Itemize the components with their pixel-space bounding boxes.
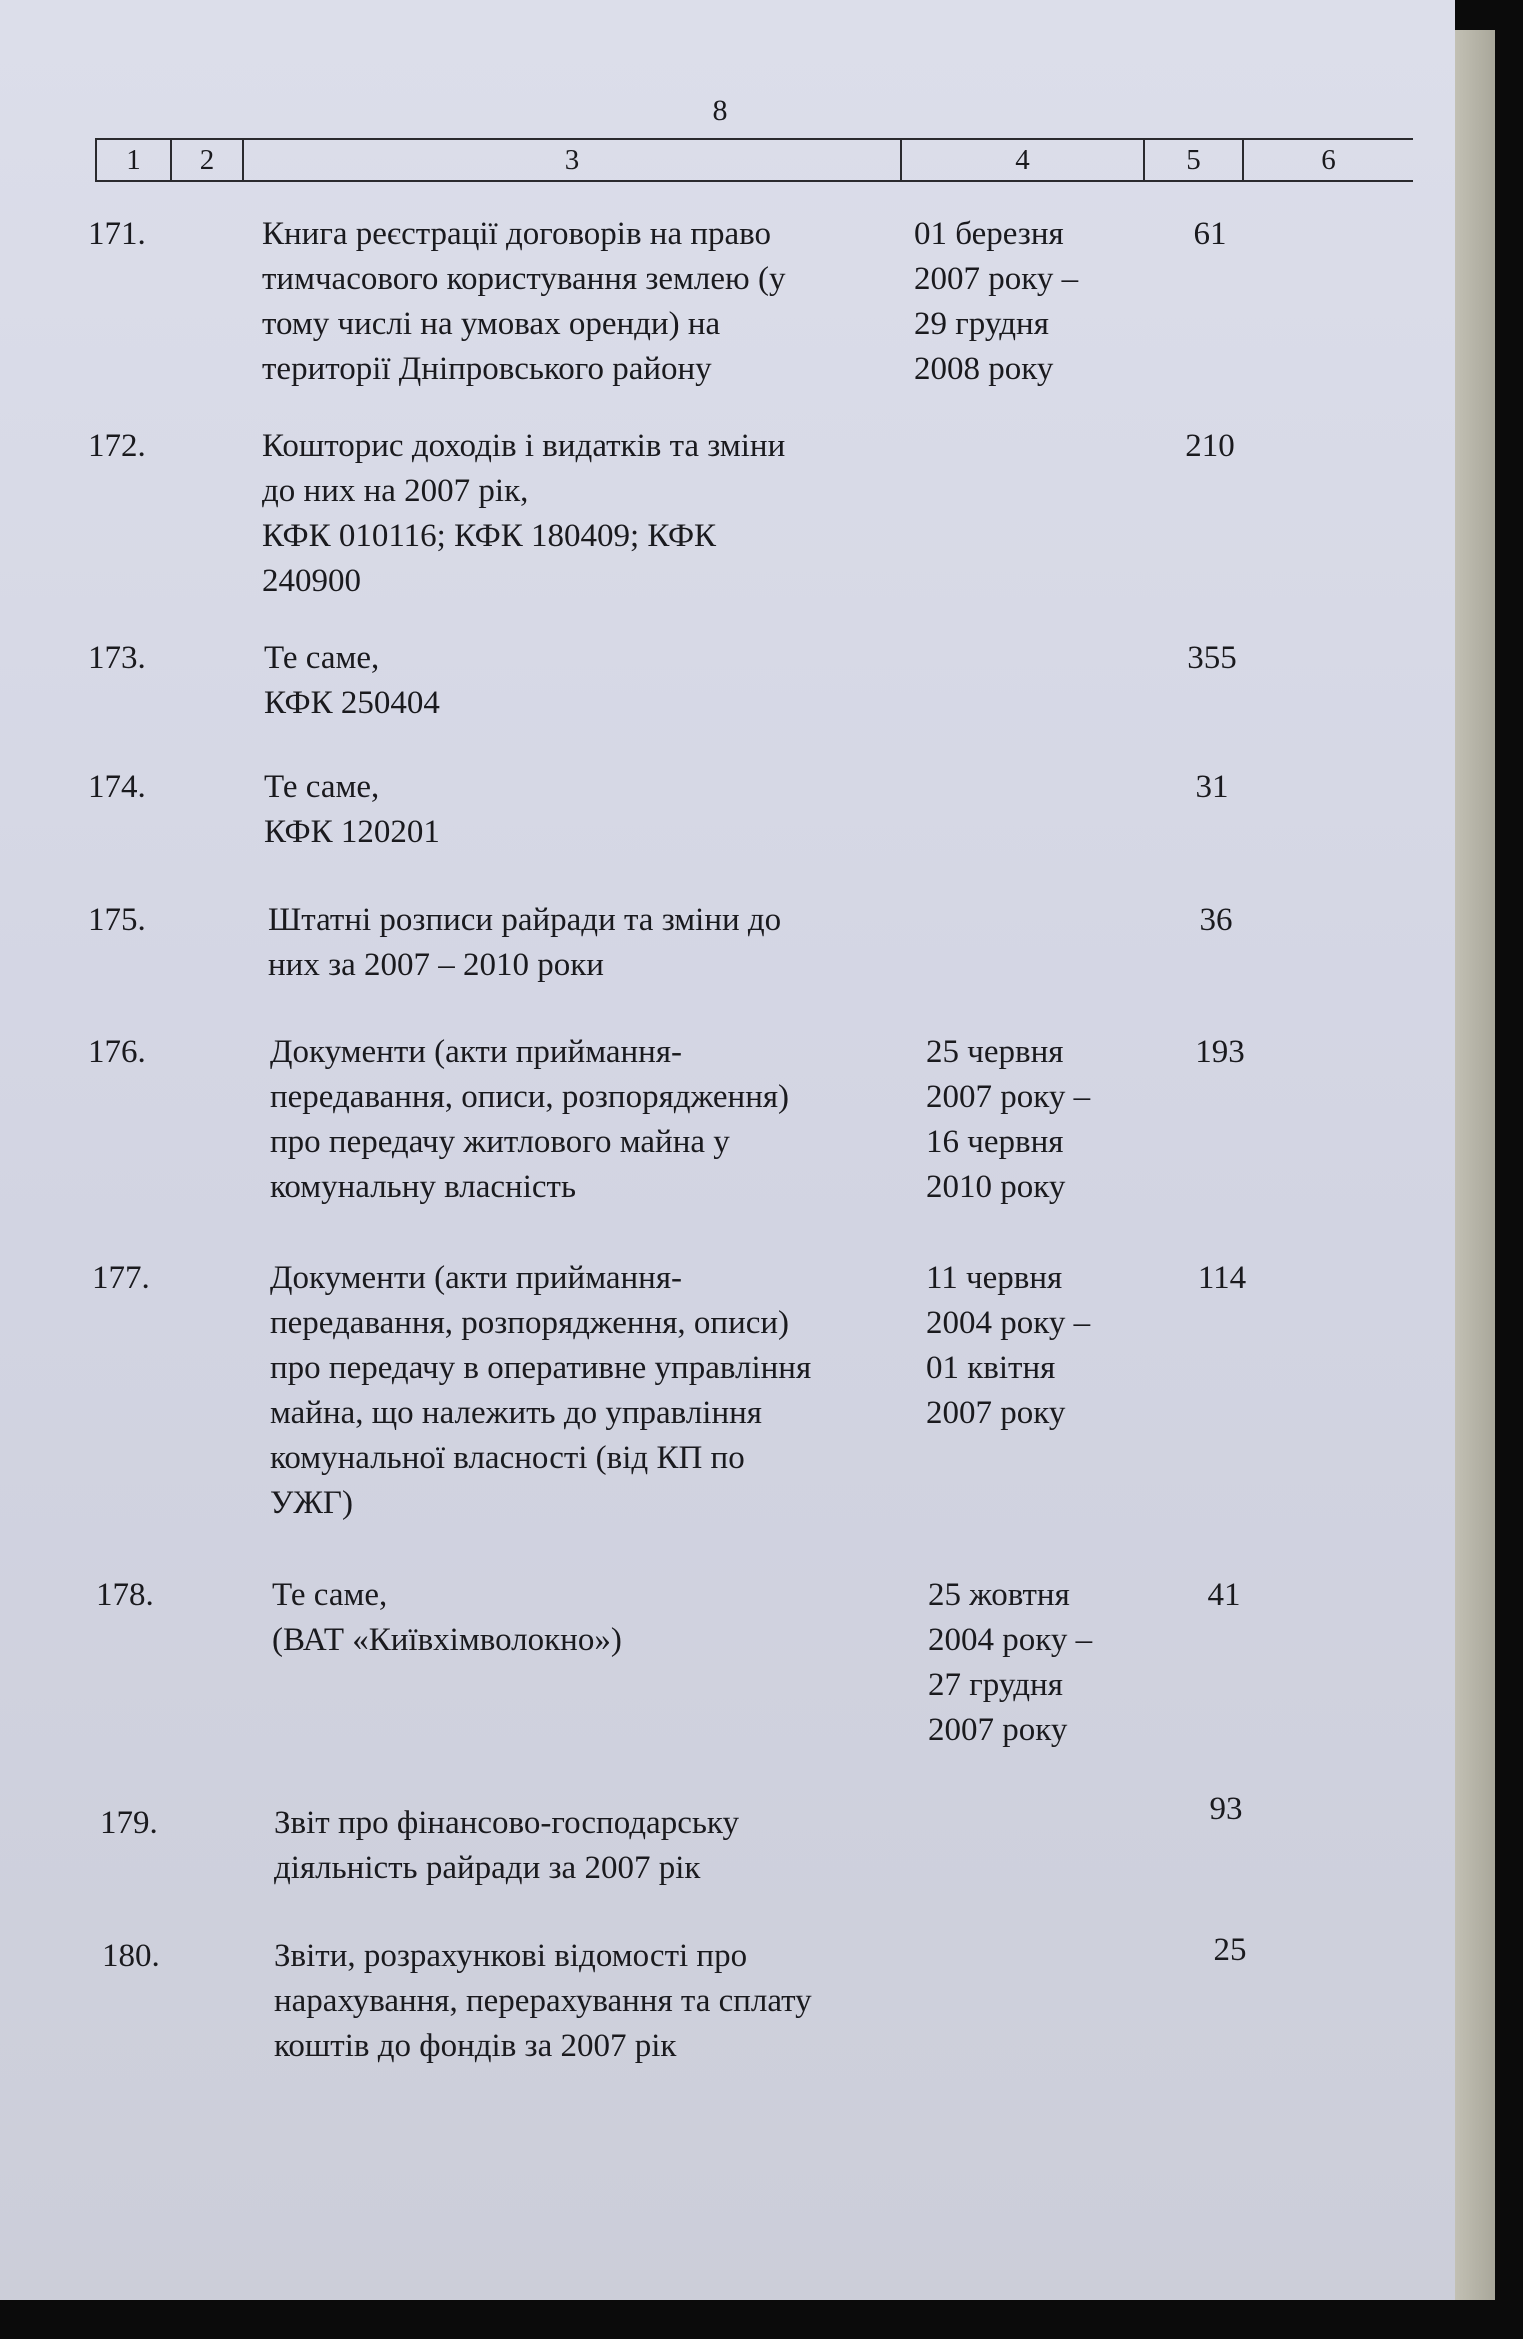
description-line: Те саме, — [264, 640, 380, 676]
row-sheet-count: 41 — [1207, 1577, 1241, 1613]
date-line: 11 червня — [926, 1260, 1063, 1296]
date-line: 25 червня — [926, 1034, 1064, 1070]
row-sheet-count: 93 — [1209, 1791, 1243, 1827]
row-sheet-count: 114 — [1197, 1260, 1247, 1296]
row-sheet-count: 25 — [1213, 1932, 1247, 1968]
row-description — [270, 1256, 811, 1526]
header-col-2: 2 — [170, 140, 242, 180]
date-line: 29 грудня — [914, 306, 1049, 342]
description-line: 240900 — [262, 563, 361, 599]
row-sheet-count: 31 — [1195, 769, 1229, 805]
description-line: Штатні розписи райради та зміни до — [268, 902, 782, 938]
date-line: 2007 року – — [926, 1079, 1091, 1115]
row-description — [264, 765, 440, 855]
date-line: 01 квітня — [926, 1350, 1056, 1386]
description-line: діяльність райради за 2007 рік — [274, 1850, 701, 1886]
description-line: тому числі на умовах оренди) на — [262, 306, 721, 342]
row-date-range — [928, 1573, 1092, 1753]
description-line: УЖГ) — [270, 1485, 353, 1521]
row-description — [262, 212, 785, 392]
table-header — [95, 138, 1413, 182]
description-line: передавання, описи, розпорядження) — [270, 1079, 790, 1115]
date-line: 27 грудня — [928, 1667, 1063, 1703]
row-sheet-count: 210 — [1185, 428, 1235, 464]
description-line: КФК 250404 — [264, 685, 440, 721]
row-number: 172. — [88, 428, 146, 464]
description-line: Книга реєстрації договорів на право — [262, 216, 772, 252]
row-description — [262, 424, 785, 604]
row-number: 177. — [92, 1260, 150, 1296]
row-sheet-count: 61 — [1193, 216, 1227, 252]
description-line: КФК 010116; КФК 180409; КФК — [262, 518, 717, 554]
description-line: передавання, розпорядження, описи) — [270, 1305, 790, 1341]
date-line: 2008 року — [914, 351, 1054, 387]
row-description — [272, 1573, 622, 1663]
row-date-range — [926, 1030, 1090, 1210]
description-line: Кошторис доходів і видатків та зміни — [262, 428, 786, 464]
description-line: тимчасового користування землею (у — [262, 261, 786, 297]
row-description — [270, 1030, 789, 1210]
row-description — [274, 1934, 812, 2069]
description-line: майна, що належить до управління — [270, 1395, 762, 1431]
description-line: Звіт про фінансово-господарську — [274, 1805, 739, 1841]
row-number: 179. — [100, 1805, 158, 1841]
row-sheet-count: 193 — [1195, 1034, 1245, 1070]
header-col-4: 4 — [900, 140, 1143, 180]
row-number: 174. — [88, 769, 146, 805]
row-date-range — [926, 1256, 1090, 1436]
header-col-1: 1 — [95, 140, 170, 180]
description-line: комунальну власність — [270, 1169, 576, 1205]
row-sheet-count: 355 — [1187, 640, 1237, 676]
description-line: Те саме, — [264, 769, 380, 805]
date-line: 2004 року – — [928, 1622, 1093, 1658]
description-line: Звіти, розрахункові відомості про — [274, 1938, 748, 1974]
description-line: КФК 120201 — [264, 814, 440, 850]
description-line: них за 2007 – 2010 роки — [268, 947, 604, 983]
description-line: Документи (акти приймання- — [270, 1260, 683, 1296]
header-col-6: 6 — [1242, 140, 1413, 180]
description-line: про передачу в оперативне управління — [270, 1350, 812, 1386]
date-line: 2004 року – — [926, 1305, 1091, 1341]
header-col-3: 3 — [242, 140, 900, 180]
row-description — [268, 898, 781, 988]
description-line: коштів до фондів за 2007 рік — [274, 2028, 677, 2064]
description-line: комунальної власності (від КП по — [270, 1440, 745, 1476]
description-line: Документи (акти приймання- — [270, 1034, 683, 1070]
row-number: 173. — [88, 640, 146, 676]
row-description — [264, 636, 440, 726]
row-number: 175. — [88, 902, 146, 938]
row-number: 171. — [88, 216, 146, 252]
description-line: про передачу житлового майна у — [270, 1124, 730, 1160]
page-number: 8 — [712, 94, 728, 127]
description-line: території Дніпровського району — [262, 351, 712, 387]
date-line: 01 березня — [914, 216, 1064, 252]
date-line: 2007 року — [928, 1712, 1068, 1748]
description-line: Те саме, — [272, 1577, 388, 1613]
date-line: 2010 року — [926, 1169, 1066, 1205]
description-line: нарахування, перерахування та сплату — [274, 1983, 812, 2019]
date-line: 16 червня — [926, 1124, 1064, 1160]
description-line: до них на 2007 рік, — [262, 473, 529, 509]
row-number: 178. — [96, 1577, 154, 1613]
row-sheet-count: 36 — [1199, 902, 1233, 938]
row-date-range — [914, 212, 1078, 392]
row-number: 176. — [88, 1034, 146, 1070]
page-edge — [1455, 30, 1495, 2300]
header-col-5: 5 — [1143, 140, 1242, 180]
row-number: 180. — [102, 1938, 160, 1974]
date-line: 25 жовтня — [928, 1577, 1070, 1613]
date-line: 2007 року — [926, 1395, 1066, 1431]
row-description — [274, 1801, 739, 1891]
description-line: (ВАТ «Київхімволокно») — [272, 1622, 622, 1658]
date-line: 2007 року – — [914, 261, 1079, 297]
